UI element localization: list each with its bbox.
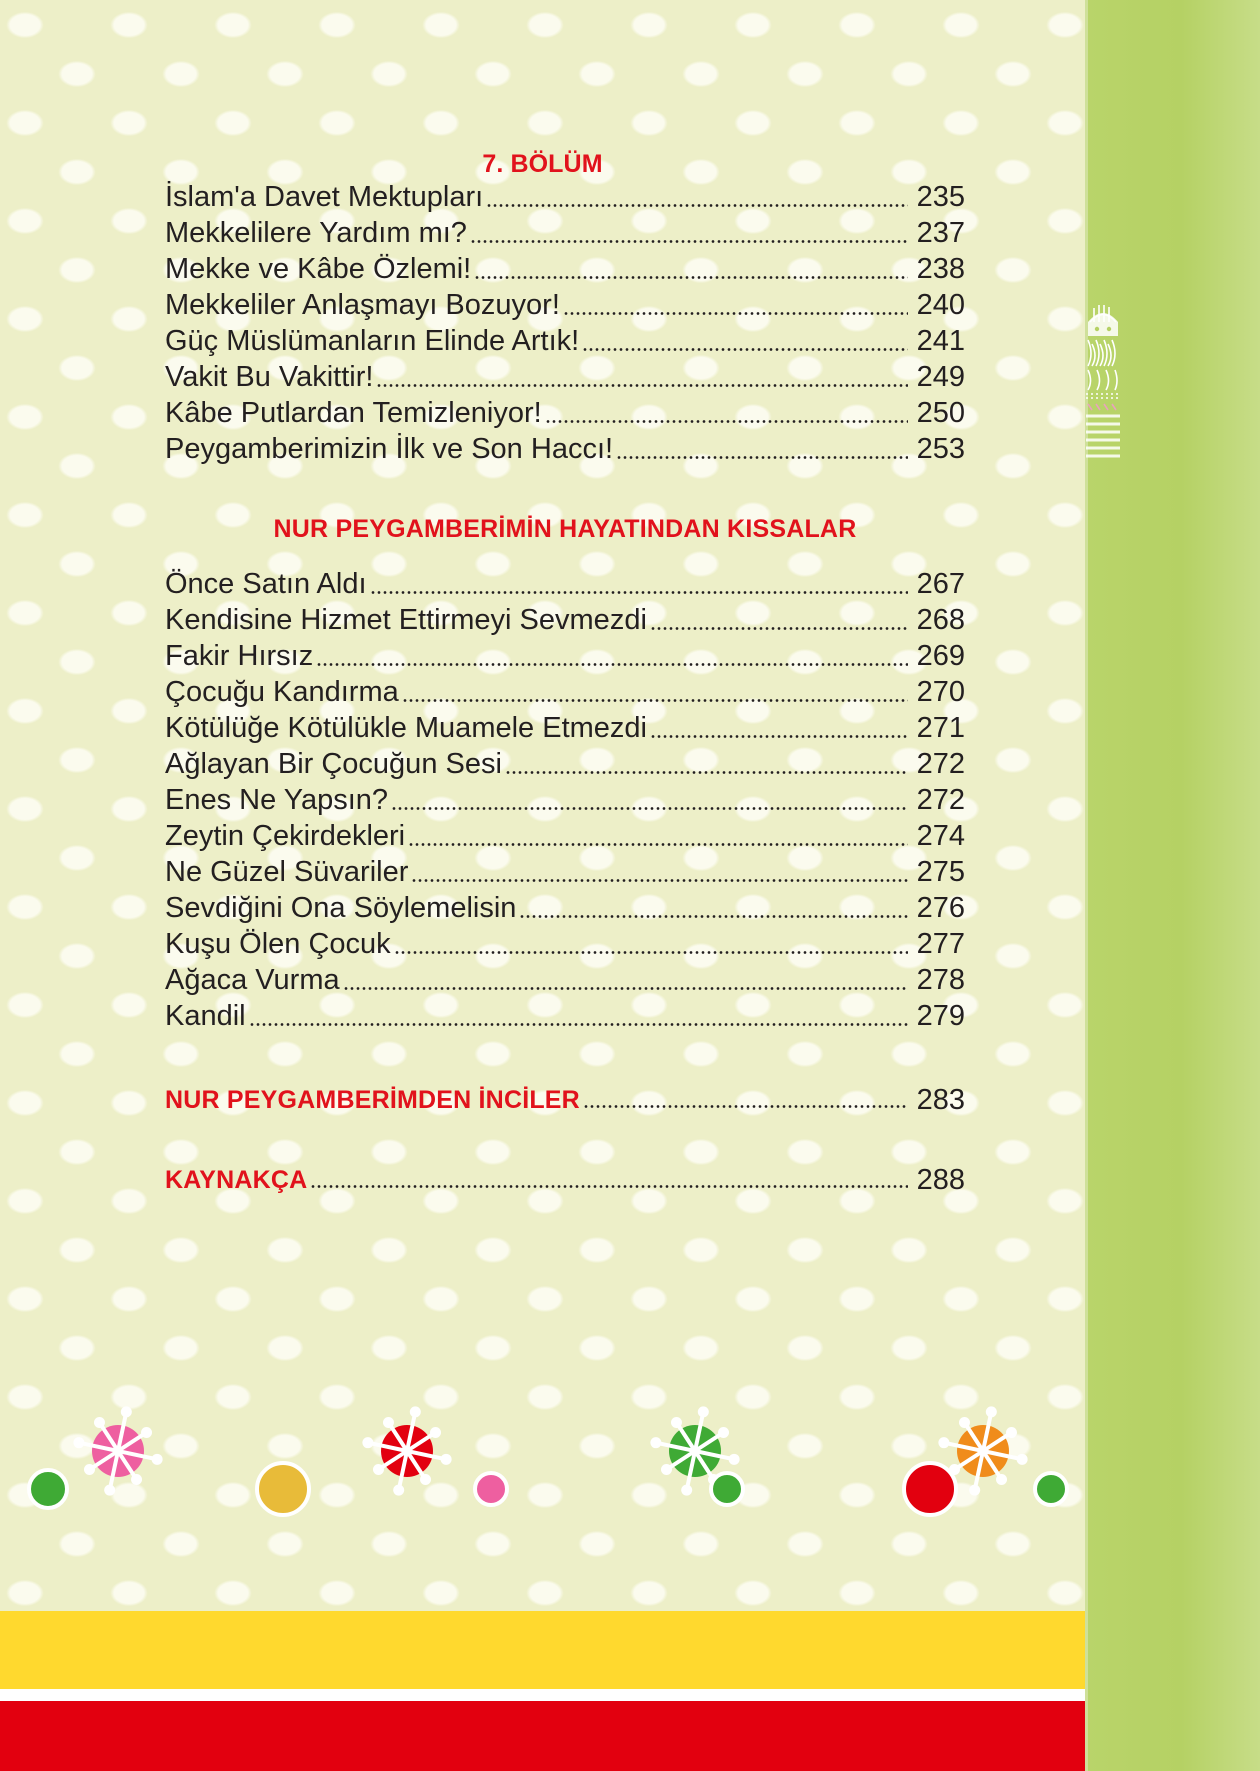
toc-entry[interactable] xyxy=(165,287,965,323)
toc-leader-dots xyxy=(519,899,908,921)
spacer xyxy=(0,544,1085,566)
toc-leader-dots xyxy=(583,1089,908,1111)
toc-leader-dots xyxy=(370,575,908,597)
chapter-heading: 7. BÖLÜM xyxy=(482,150,603,178)
toc-entry-page-number: 277 xyxy=(916,928,965,960)
toc-entry-label: Kendisine Hizmet Ettirmeyi Sevmezdi xyxy=(165,604,647,636)
toc-entry-label: Zeytin Çekirdekleri xyxy=(165,820,406,852)
chapter-entry-list xyxy=(0,179,1085,467)
stories-heading: NUR PEYGAMBERİMİN HAYATINDAN KISSALAR xyxy=(273,515,857,543)
toc-leader-dots xyxy=(408,827,908,849)
toc-entry[interactable] xyxy=(165,638,965,674)
toc-entry-page-number: 272 xyxy=(916,784,965,816)
green-band-edge xyxy=(1085,0,1088,1771)
toc-leader-dots xyxy=(582,332,908,354)
toc-leader-dots xyxy=(411,863,908,885)
toc-entry-page-number: 288 xyxy=(916,1164,965,1196)
toc-entry[interactable] xyxy=(165,1162,965,1198)
toc-leader-dots xyxy=(470,224,908,246)
toc-entry-label: Çocuğu Kandırma xyxy=(165,676,399,708)
toc-leader-dots xyxy=(376,368,908,390)
toc-entry-page-number: 271 xyxy=(916,712,965,744)
toc-entry[interactable] xyxy=(165,323,965,359)
toc-entry-label: Sevdiğini Ona Söylemelisin xyxy=(165,892,517,924)
toc-entry-label: Peygamberimizin İlk ve Son Haccı! xyxy=(165,433,614,465)
toc-entry-label: Ağaca Vurma xyxy=(165,964,340,996)
bead-dot-icon xyxy=(709,1471,745,1507)
toc-entry-label: KAYNAKÇA xyxy=(165,1166,308,1194)
toc-leader-dots xyxy=(402,683,908,705)
toc-entry-label: Kandil xyxy=(165,1000,246,1032)
toc-entry-page-number: 268 xyxy=(916,604,965,636)
toc-entry-label: Güç Müslümanların Elinde Artık! xyxy=(165,325,580,357)
pinwheel-icon xyxy=(66,1399,170,1503)
toc-entry-label: Ağlayan Bir Çocuğun Sesi xyxy=(165,748,502,780)
toc-entry[interactable] xyxy=(165,962,965,998)
toc-entry-label: Mekkeliler Anlaşmayı Bozuyor! xyxy=(165,289,560,321)
spacer xyxy=(0,467,1085,515)
toc-entry-label: Fakir Hırsız xyxy=(165,640,314,672)
toc-entry[interactable] xyxy=(165,710,965,746)
stories-entry-list xyxy=(0,566,1085,1034)
toc-leader-dots xyxy=(616,440,908,462)
toc-entry-page-number: 241 xyxy=(916,325,965,357)
toc-entry-label: NUR PEYGAMBERİMDEN İNCİLER xyxy=(165,1086,580,1114)
toc-leader-dots xyxy=(486,188,908,210)
toc-leader-dots xyxy=(310,1169,908,1191)
toc-entry[interactable] xyxy=(165,746,965,782)
toc-entry[interactable] xyxy=(165,431,965,467)
toc-entry[interactable] xyxy=(165,215,965,251)
toc-leader-dots xyxy=(563,296,908,318)
toc-leader-dots xyxy=(545,404,908,426)
toc-entry-label: Önce Satın Aldı xyxy=(165,568,367,600)
toc-leader-dots xyxy=(343,971,908,993)
toc-entry-page-number: 279 xyxy=(916,1000,965,1032)
toc-entry-label: Mekkelilere Yardım mı? xyxy=(165,217,467,249)
toc-leader-dots xyxy=(474,260,908,282)
toc-entry[interactable] xyxy=(165,854,965,890)
toc-leader-dots xyxy=(316,647,908,669)
toc-entry-page-number: 253 xyxy=(916,433,965,465)
toc-entry[interactable] xyxy=(165,890,965,926)
toc-entry-page-number: 276 xyxy=(916,892,965,924)
bead-dot-icon xyxy=(1033,1471,1069,1507)
toc-entry-page-number: 283 xyxy=(916,1084,965,1116)
toc-entry-label: Kötülüğe Kötülükle Muamele Etmezdi xyxy=(165,712,647,744)
toc-entry-page-number: 249 xyxy=(916,361,965,393)
spacer xyxy=(0,1034,1085,1082)
toc-entry[interactable] xyxy=(165,926,965,962)
right-green-band xyxy=(1085,0,1260,1771)
toc-entry-label: Ne Güzel Süvariler xyxy=(165,856,409,888)
toc-entry-page-number: 269 xyxy=(916,640,965,672)
toc-entry-page-number: 278 xyxy=(916,964,965,996)
toc-entry[interactable] xyxy=(165,251,965,287)
closing-entry-list xyxy=(0,1082,1085,1198)
toc-entry[interactable] xyxy=(165,395,965,431)
toc-entry-label: Vakit Bu Vakittir! xyxy=(165,361,374,393)
toc-entry-page-number: 250 xyxy=(916,397,965,429)
bead-dot-icon xyxy=(255,1461,311,1517)
toc-entry[interactable] xyxy=(165,602,965,638)
toc-entry-page-number: 238 xyxy=(916,253,965,285)
toc-entry[interactable] xyxy=(165,359,965,395)
lace-ornament-icon xyxy=(1086,288,1120,470)
toc-entry-label: Kuşu Ölen Çocuk xyxy=(165,928,391,960)
bead-dot-icon xyxy=(473,1471,509,1507)
toc-entry-page-number: 275 xyxy=(916,856,965,888)
toc-entry-page-number: 267 xyxy=(916,568,965,600)
toc-entry-page-number: 272 xyxy=(916,748,965,780)
toc-entry-label: Enes Ne Yapsın? xyxy=(165,784,389,816)
toc-entry[interactable] xyxy=(165,1082,965,1118)
bead-dot-icon xyxy=(902,1461,958,1517)
toc-leader-dots xyxy=(394,935,908,957)
toc-entry[interactable] xyxy=(165,782,965,818)
toc-entry-page-number: 270 xyxy=(916,676,965,708)
toc-entry-label: İslam'a Davet Mektupları xyxy=(165,181,484,213)
toc-entry-page-number: 235 xyxy=(916,181,965,213)
toc-entry-label: Mekke ve Kâbe Özlemi! xyxy=(165,253,472,285)
toc-entry-page-number: 240 xyxy=(916,289,965,321)
toc-entry[interactable] xyxy=(165,674,965,710)
toc-entry[interactable] xyxy=(165,818,965,854)
footer-decoration xyxy=(0,1611,1085,1771)
toc-leader-dots xyxy=(505,755,908,777)
yellow-band xyxy=(0,1611,1085,1693)
red-band xyxy=(0,1701,1085,1771)
toc-entry-page-number: 274 xyxy=(916,820,965,852)
toc-entry-label: Kâbe Putlardan Temizleniyor! xyxy=(165,397,542,429)
toc-entry[interactable] xyxy=(165,566,965,602)
pinwheel-icon xyxy=(355,1399,459,1503)
toc-leader-dots xyxy=(249,1007,908,1029)
bead-dot-icon xyxy=(27,1468,69,1510)
toc-entry[interactable] xyxy=(165,179,965,215)
toc-leader-dots xyxy=(650,611,908,633)
toc-entry[interactable] xyxy=(165,998,965,1034)
toc-leader-dots xyxy=(391,791,908,813)
toc-leader-dots xyxy=(650,719,908,741)
toc-entry-page-number: 237 xyxy=(916,217,965,249)
